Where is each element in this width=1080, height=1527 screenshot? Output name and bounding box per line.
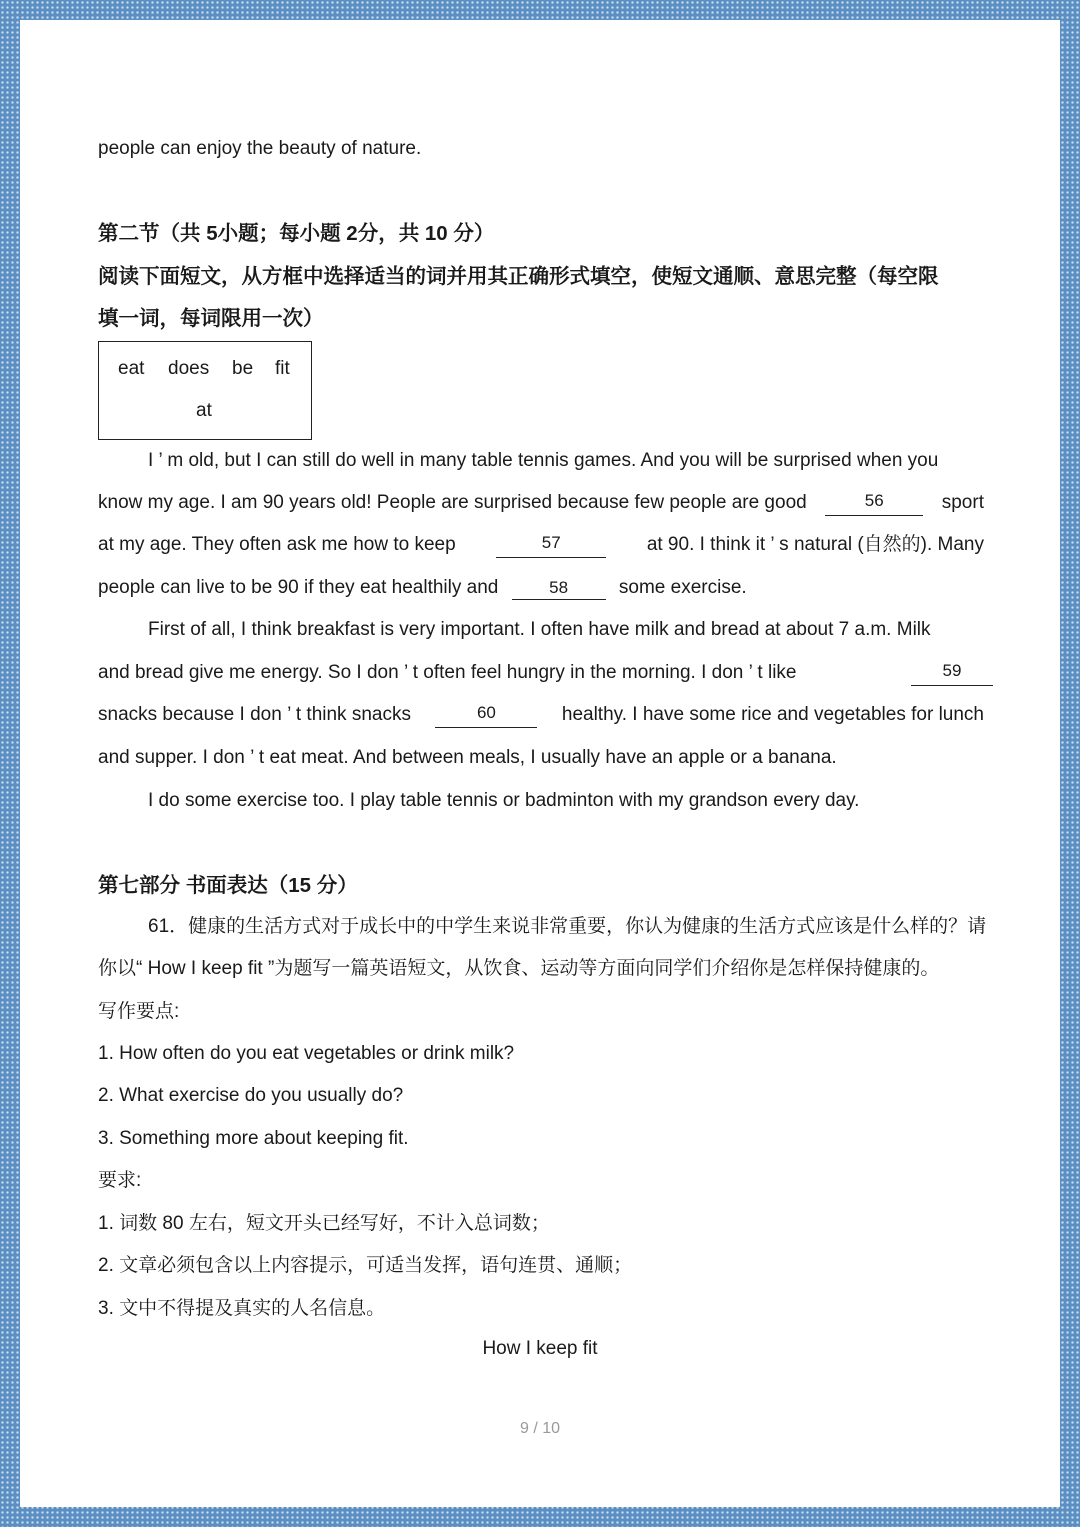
blank-58[interactable]: 58 [512, 577, 606, 600]
blank-57[interactable]: 57 [496, 532, 606, 558]
blank-59[interactable]: 59 [911, 660, 993, 686]
passage-text: healthy. I have some rice and vegetables for lunch [561, 704, 984, 725]
passage-text: people can live to be 90 if they eat healthily and [98, 577, 499, 598]
question-61-text: 61．健康的生活方式对于成长中的中学生来说非常重要，你认为健康的生活方式应该是什么样的？请 [148, 916, 987, 937]
word-box-item: eat [118, 358, 145, 379]
passage-text: snacks because I don ’ t think snacks [98, 704, 411, 725]
passage-text: know my age. I am 90 years old! People are surprised because few people are good [98, 492, 807, 513]
requirements-label: 要求: [98, 1170, 142, 1191]
passage-line [98, 702, 984, 728]
question-61-text-cont: 你以“ How I keep fit ”为题写一篇英语短文，从饮食、运动等方面向同学们介绍你是怎样保持健康的。 [98, 958, 940, 979]
blank-56[interactable]: 56 [825, 490, 923, 516]
requirement: 3. 文中不得提及真实的人名信息。 [98, 1298, 386, 1319]
section-2-instruction-cont: 填一词，每词限用一次） [98, 307, 324, 330]
word-box-item: fit [275, 358, 290, 379]
word-box-item: be [232, 358, 254, 379]
writing-point: 3. Something more about keeping fit. [98, 1128, 409, 1149]
passage-line: I ’ m old, but I can still do well in many table tennis games. And you will be surprised when you [148, 450, 939, 471]
page-number: 9 / 10 [519, 1420, 561, 1437]
word-box-item: at [196, 400, 212, 421]
essay-title: How I keep fit [482, 1338, 598, 1359]
section-2-heading: 第二节（共 5小题；每小题 2分，共 10 分） [98, 222, 495, 245]
passage-line: First of all, I think breakfast is very important. I often have milk and bread at about 7 a.m. Milk [148, 619, 931, 640]
previous-passage-end: people can enjoy the beauty of nature. [98, 138, 422, 159]
passage-line [98, 575, 747, 601]
passage-line: I do some exercise too. I play table tennis or badminton with my grandson every day. [148, 790, 860, 811]
passage-text: and bread give me energy. So I don ’ t often feel hungry in the morning. I don ’ t like [98, 662, 797, 683]
word-box [98, 341, 312, 440]
passage-line [98, 532, 984, 558]
exam-page [20, 20, 1060, 1507]
passage-text: at 90. I think it ’ s natural (自然的). Many [646, 534, 984, 555]
passage-text: at my age. They often ask me how to keep [98, 534, 456, 555]
requirement: 2. 文章必须包含以上内容提示，可适当发挥，语句连贯、通顺； [98, 1255, 633, 1276]
part-7-heading: 第七部分 书面表达（15 分） [98, 874, 358, 897]
passage-text: sport [941, 492, 984, 513]
passage-line: and supper. I don ’ t eat meat. And between meals, I usually have an apple or a banana. [98, 747, 837, 768]
passage-line [98, 490, 984, 516]
requirement: 1. 词数 80 左右，短文开头已经写好，不计入总词数； [98, 1213, 550, 1234]
blank-60[interactable]: 60 [435, 702, 537, 728]
passage-line [98, 660, 993, 686]
writing-point: 1. How often do you eat vegetables or drink milk? [98, 1043, 515, 1064]
section-2-instruction: 阅读下面短文，从方框中选择适当的词并用其正确形式填空，使短文通顺、意思完整（每空限 [98, 265, 939, 288]
writing-points-label: 写作要点: [98, 1001, 180, 1022]
word-box-item: does [168, 358, 210, 379]
passage-text: some exercise. [618, 577, 747, 598]
writing-point: 2. What exercise do you usually do? [98, 1085, 404, 1106]
